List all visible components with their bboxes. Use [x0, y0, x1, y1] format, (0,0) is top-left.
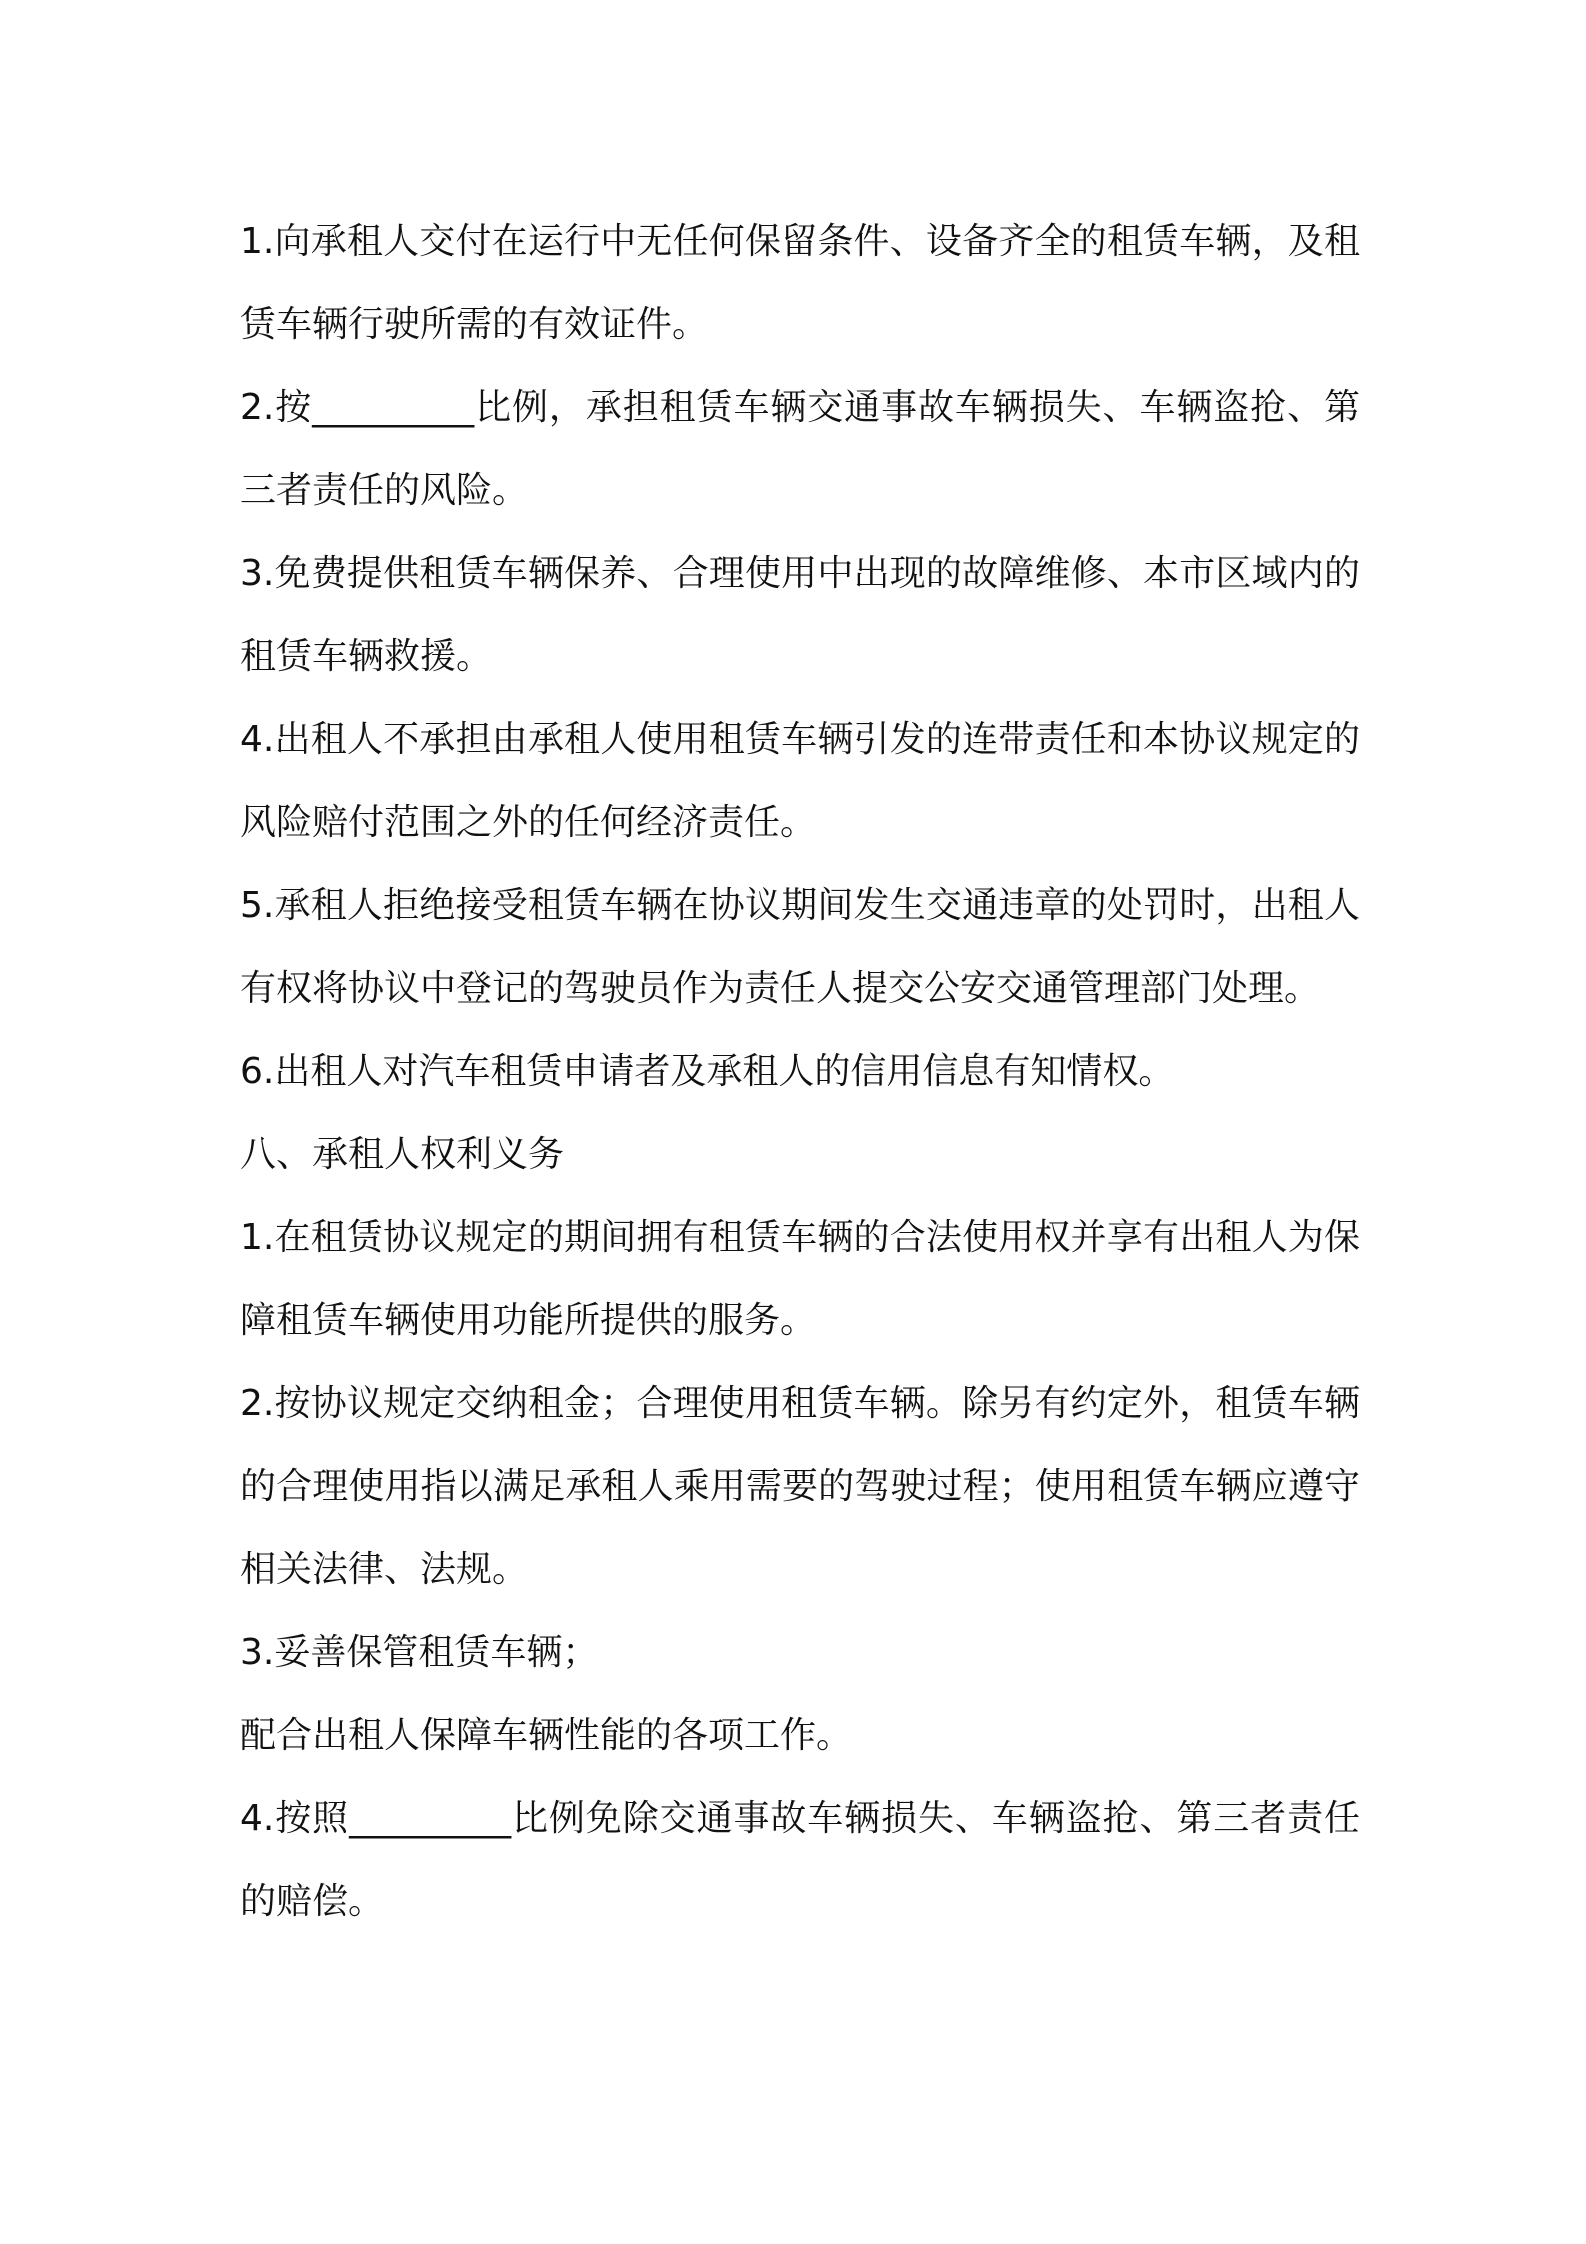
- lessee-duty-1: 1.在租赁协议规定的期间拥有租赁车辆的合法使用权并享有出租人为保障租赁车辆使用功能所提供的服务。: [240, 1217, 1360, 1341]
- lessee-duty-3-continued: 配合出租人保障车辆性能的各项工作。: [240, 1715, 853, 1756]
- lessor-duty-5: 5.承租人拒绝接受租赁车辆在协议期间发生交通违章的处罚时，出租人有权将协议中登记的驾驶员作为责任人提交公安交通管理部门处理。: [240, 885, 1360, 1009]
- lessee-duty-3: 3.妥善保管租赁车辆；: [240, 1632, 599, 1673]
- lessor-duty-1: 1.向承租人交付在运行中无任何保留条件、设备齐全的租赁车辆，及租赁车辆行驶所需的有效证件。: [240, 221, 1360, 345]
- lessor-duty-3: 3.免费提供租赁车辆保养、合理使用中出现的故障维修、本市区域内的租赁车辆救援。: [240, 553, 1360, 677]
- document-body: [240, 200, 1360, 1943]
- lessee-duty-4: 4.按照_________比例免除交通事故车辆损失、车辆盗抢、第三者责任的赔偿。: [240, 1798, 1360, 1922]
- lessor-duty-6: 6.出租人对汽车租赁申请者及承租人的信用信息有知情权。: [240, 1051, 1175, 1092]
- section-heading: 八、承租人权利义务: [240, 1134, 565, 1175]
- lessor-duty-4: 4.出租人不承担由承租人使用租赁车辆引发的连带责任和本协议规定的风险赔付范围之外的任何经济责任。: [240, 719, 1360, 843]
- lessee-duty-2: 2.按协议规定交纳租金；合理使用租赁车辆。除另有约定外，租赁车辆的合理使用指以满足承租人乘用需要的驾驶过程；使用租赁车辆应遵守相关法律、法规。: [240, 1383, 1360, 1590]
- lessor-duty-2: 2.按_________比例，承担租赁车辆交通事故车辆损失、车辆盗抢、第三者责任的风险。: [240, 387, 1360, 511]
